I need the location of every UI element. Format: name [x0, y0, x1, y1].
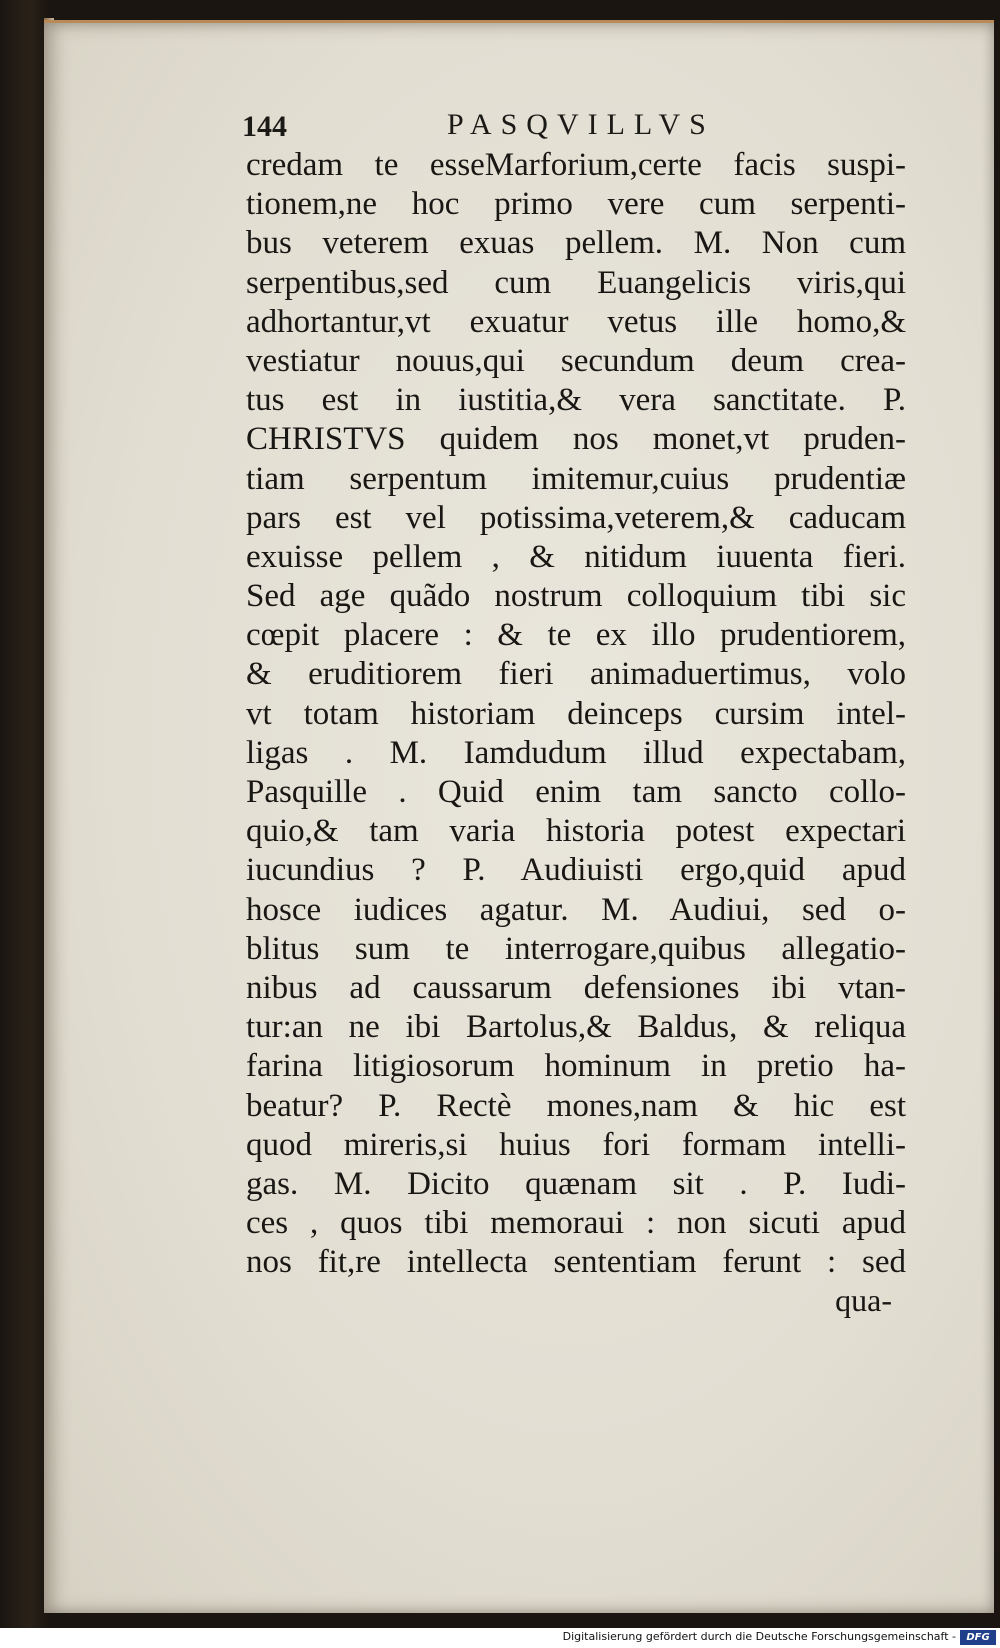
- body-text: [246, 146, 906, 1282]
- text-line: iucundius ? P. Audiuisti ergo,quid apud: [246, 852, 906, 889]
- catchword: qua-: [835, 1282, 892, 1318]
- text-line: blitus sum te interrogare,quibus allegatio-: [246, 930, 906, 967]
- text-line: adhortantur,vt exuatur vetus ille homo,&: [246, 303, 906, 340]
- text-line: credam te esseMarforium,certe facis suspi-: [246, 147, 906, 183]
- running-title: PASQVILLVS: [447, 108, 715, 141]
- text-line: farina litigiosorum hominum in pretio ha-: [246, 1048, 906, 1085]
- text-line: tiam serpentum imitemur,cuius prudentiæ: [246, 460, 906, 497]
- footer-strip: [0, 1628, 1000, 1648]
- page-header: [242, 108, 892, 148]
- funding-credit: Digitalisierung gefördert durch die Deutsche Forschungsgemeinschaft -: [562, 1630, 956, 1643]
- text-line: pars est vel potissima,veterem,& caducam: [246, 499, 906, 536]
- text-line: quio,& tam varia historia potest expectari: [246, 813, 906, 850]
- text-line: ces , quos tibi memoraui : non sicuti apud: [246, 1205, 906, 1242]
- text-line: serpentibus,sed cum Euangelicis viris,qui: [246, 264, 906, 301]
- text-line: beatur? P. Rectè mones,nam & hic est: [246, 1087, 906, 1124]
- text-line: exuisse pellem , & nitidum iuuenta fieri.: [246, 538, 906, 575]
- text-line: bus veterem exuas pellem. M. Non cum: [246, 225, 906, 262]
- text-line: tionem,ne hoc primo vere cum serpenti-: [246, 186, 906, 223]
- text-line: quod mireris,si huius fori formam intelli-: [246, 1126, 906, 1163]
- text-line: nos fit,re intellecta sententiam ferunt : sed: [246, 1244, 906, 1281]
- text-line: tur:an ne ibi Bartolus,& Baldus, & reliqua: [246, 1009, 906, 1046]
- page-number: 144: [242, 110, 287, 143]
- text-line: tus est in iustitia,& vera sanctitate. P.: [246, 382, 906, 419]
- text-line: ligas . M. Iamdudum illud expectabam,: [246, 734, 906, 771]
- text-line: Sed age quãdo nostrum colloquium tibi sic: [246, 578, 906, 615]
- text-line: vt totam historiam deinceps cursim intel-: [246, 695, 906, 732]
- text-line: vestiatur nouus,qui secundum deum crea-: [246, 342, 906, 379]
- text-line: gas. M. Dicito quænam sit . P. Iudi-: [246, 1165, 906, 1202]
- text-line: hosce iudices agatur. M. Audiui, sed o-: [246, 891, 906, 928]
- text-line: cœpit placere : & te ex illo prudentiorem,: [246, 617, 906, 654]
- text-line: & eruditiorem fieri animaduertimus, volo: [246, 656, 906, 693]
- text-line: nibus ad caussarum defensiones ibi vtan-: [246, 969, 906, 1006]
- text-line: Pasquille . Quid enim tam sancto collo-: [246, 774, 906, 810]
- dfg-logo: DFG: [960, 1630, 996, 1645]
- text-line: CHRISTVS quidem nos monet,vt pruden-: [246, 421, 906, 458]
